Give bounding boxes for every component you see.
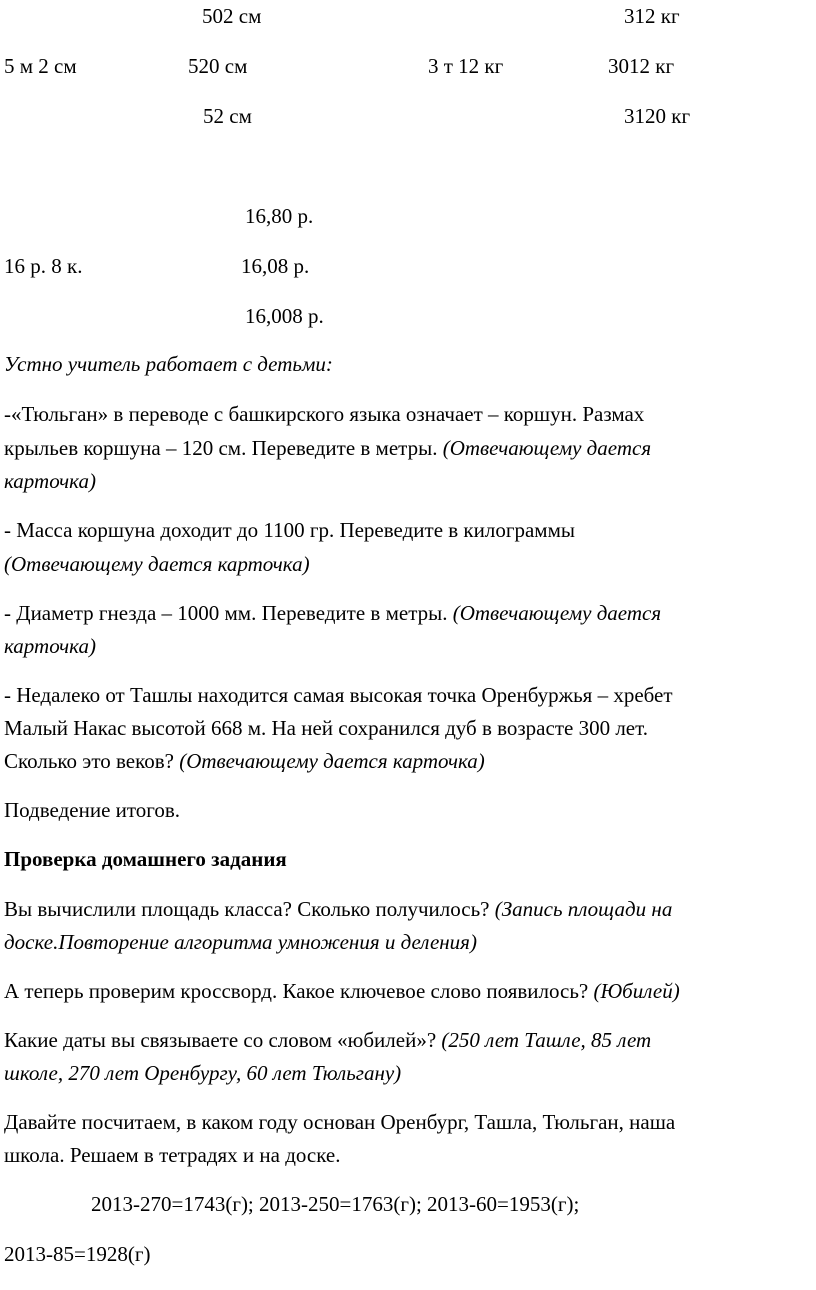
money-option-2: 16,08 р. — [241, 254, 310, 278]
mass-option-2: 3012 кг — [608, 54, 675, 78]
oral-intro: Устно учитель работает с детьми: — [4, 352, 333, 376]
money-given: 16 р. 8 к. — [4, 254, 83, 278]
calc-instruction-line-1: Давайте посчитаем, в каком году основан Оренбург, Ташла, Тюльган, наша — [4, 1110, 676, 1134]
length-option-2: 520 см — [188, 54, 248, 78]
mass-option-1: 312 кг — [624, 4, 680, 28]
question-3-text: - Диаметр гнезда – 1000 мм. Переведите в метры. — [4, 601, 453, 625]
homework-heading: Проверка домашнего задания — [4, 847, 287, 871]
money-option-3: 16,008 р. — [245, 304, 324, 328]
crossword-question — [4, 974, 680, 1008]
question-1-line-1: -«Тюльган» в переводе с башкирского языка означает – коршун. Размах — [4, 402, 645, 426]
crossword-question-text: А теперь проверим кроссворд. Какое ключевое слово появилось? — [4, 979, 594, 1003]
question-3-card-note-end: карточка) — [4, 634, 96, 658]
area-question — [4, 892, 672, 926]
area-question-text: Вы вычислили площадь класса? Сколько получилось? — [4, 897, 495, 921]
dates-note: (250 лет Ташле, 85 лет — [441, 1028, 652, 1052]
question-4-line-3 — [4, 744, 485, 778]
equations-line-2: 2013-85=1928(г) — [4, 1242, 151, 1266]
question-1-card-note-end: карточка) — [4, 469, 96, 493]
question-4-line-2: Малый Накас высотой 668 м. На ней сохранился дуб в возрасте 300 лет. — [4, 716, 648, 740]
length-option-1: 502 см — [202, 4, 262, 28]
length-option-3: 52 см — [203, 104, 252, 128]
area-note: (Запись площади на — [494, 897, 673, 921]
question-4-text: Сколько это веков? — [4, 749, 180, 773]
length-given: 5 м 2 см — [4, 54, 77, 78]
question-1-line-2 — [4, 431, 651, 465]
area-note-end: доске.Повторение алгоритма умножения и деления) — [4, 930, 477, 954]
summary: Подведение итогов. — [4, 798, 181, 822]
mass-given: 3 т 12 кг — [428, 54, 504, 78]
calc-instruction-line-2: школа. Решаем в тетрадях и на доске. — [4, 1143, 341, 1167]
question-4-line-1: - Недалеко от Ташлы находится самая высокая точка Оренбуржья – хребет — [4, 683, 673, 707]
dates-note-end: школе, 270 лет Оренбургу, 60 лет Тюльгану) — [4, 1061, 402, 1085]
question-1-text: крыльев коршуна – 120 см. Переведите в метры. — [4, 436, 443, 460]
crossword-note: (Юбилей) — [593, 979, 680, 1003]
question-1-card-note: (Отвечающему дается — [442, 436, 652, 460]
mass-option-3: 3120 кг — [624, 104, 691, 128]
equations-line-1: 2013-270=1743(г); 2013-250=1763(г); 2013-60=1953(г); — [91, 1192, 580, 1216]
question-3-card-note: (Отвечающему дается — [452, 601, 662, 625]
money-option-1: 16,80 р. — [245, 204, 314, 228]
question-2-line-1: - Масса коршуна доходит до 1100 гр. Переведите в килограммы — [4, 518, 575, 542]
dates-question — [4, 1023, 651, 1057]
question-4-card-note: (Отвечающему дается карточка) — [179, 749, 485, 773]
question-3-line-1 — [4, 596, 661, 630]
dates-question-text: Какие даты вы связываете со словом «юбилей»? — [4, 1028, 442, 1052]
question-2-card-note: (Отвечающему дается карточка) — [4, 552, 310, 576]
